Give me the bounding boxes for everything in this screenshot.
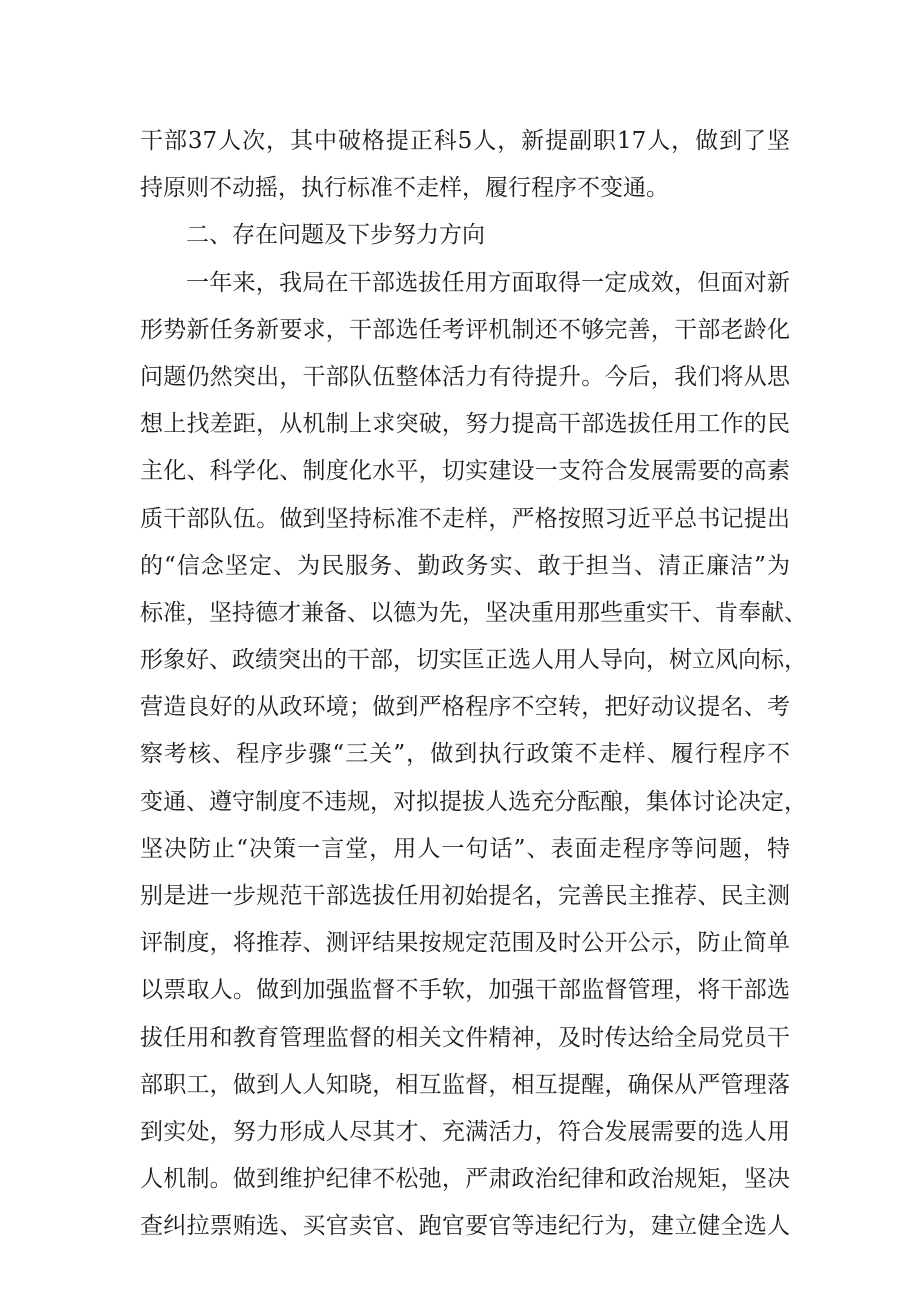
text-line: 以票取人。做到加强监督不手软，加强干部监督管理，将干部选 bbox=[140, 977, 790, 1004]
text-line: 想上找差距，从机制上求突破，努力提高干部选拔任用工作的民 bbox=[140, 411, 790, 438]
text-line: 别是进一步规范干部选拔任用初始提名，完善民主推荐、民主测 bbox=[140, 883, 790, 909]
document-body bbox=[140, 118, 807, 1251]
text-line: 的“信念坚定、为民服务、勤政务实、敢于担当、清正廉洁”为 bbox=[140, 552, 790, 579]
text-line: 质干部队伍。做到坚持标准不走样，严格按照习近平总书记提出 bbox=[140, 505, 790, 532]
text-line: 主化、科学化、制度化水平，切实建设一支符合发展需要的高素 bbox=[140, 458, 790, 485]
text-line: 查纠拉票贿选、买官卖官、跑官要官等违纪行为，建立健全选人 bbox=[140, 1213, 790, 1240]
text-line: 持原则不动摇，执行标准不走样，履行程序不变通。 bbox=[140, 175, 669, 202]
text-line: 问题仍然突出，干部队伍整体活力有待提升。今后，我们将从思 bbox=[140, 363, 790, 390]
text-line: 营造良好的从政环境；做到严格程序不空转，把好动议提名、考 bbox=[140, 694, 790, 721]
text-line: 形象好、政绩突出的干部，切实匡正选人用人导向，树立风向标， bbox=[140, 647, 807, 674]
text-line: 干部37人次，其中破格提正科5人，新提副职17人，做到了坚 bbox=[140, 128, 790, 154]
text-line: 到实处，努力形成人尽其才、充满活力，符合发展需要的选人用 bbox=[140, 1118, 790, 1145]
text-line: 部职工，做到人人知晓，相互监督，相互提醒，确保从严管理落 bbox=[140, 1071, 790, 1098]
text-line: 坚决防止“决策一言堂，用人一句话”、表面走程序等问题，特 bbox=[140, 835, 790, 862]
section-heading: 二、存在问题及下步努力方向 bbox=[186, 222, 485, 249]
text-line: 评制度，将推荐、测评结果按规定范围及时公开公示，防止简单 bbox=[140, 930, 790, 957]
text-line: 拔任用和教育管理监督的相关文件精神，及时传达给全局党员干 bbox=[140, 1024, 790, 1051]
text-line: 形势新任务新要求，干部选任考评机制还不够完善，干部老龄化 bbox=[140, 316, 790, 343]
text-line: 察考核、程序步骤“三关”，做到执行政策不走样、履行程序不 bbox=[140, 741, 790, 768]
text-line: 人机制。做到维护纪律不松弛，严肃政治纪律和政治规矩，坚决 bbox=[140, 1166, 790, 1193]
text-line: 标准，坚持德才兼备、以德为先，坚决重用那些重实干、肯奉献、 bbox=[140, 599, 807, 626]
text-line: 变通、遵守制度不违规，对拟提拔人选充分酝酿，集体讨论决定， bbox=[140, 788, 807, 815]
text-line: 一年来，我局在干部选拔任用方面取得一定成效，但面对新 bbox=[186, 269, 790, 296]
